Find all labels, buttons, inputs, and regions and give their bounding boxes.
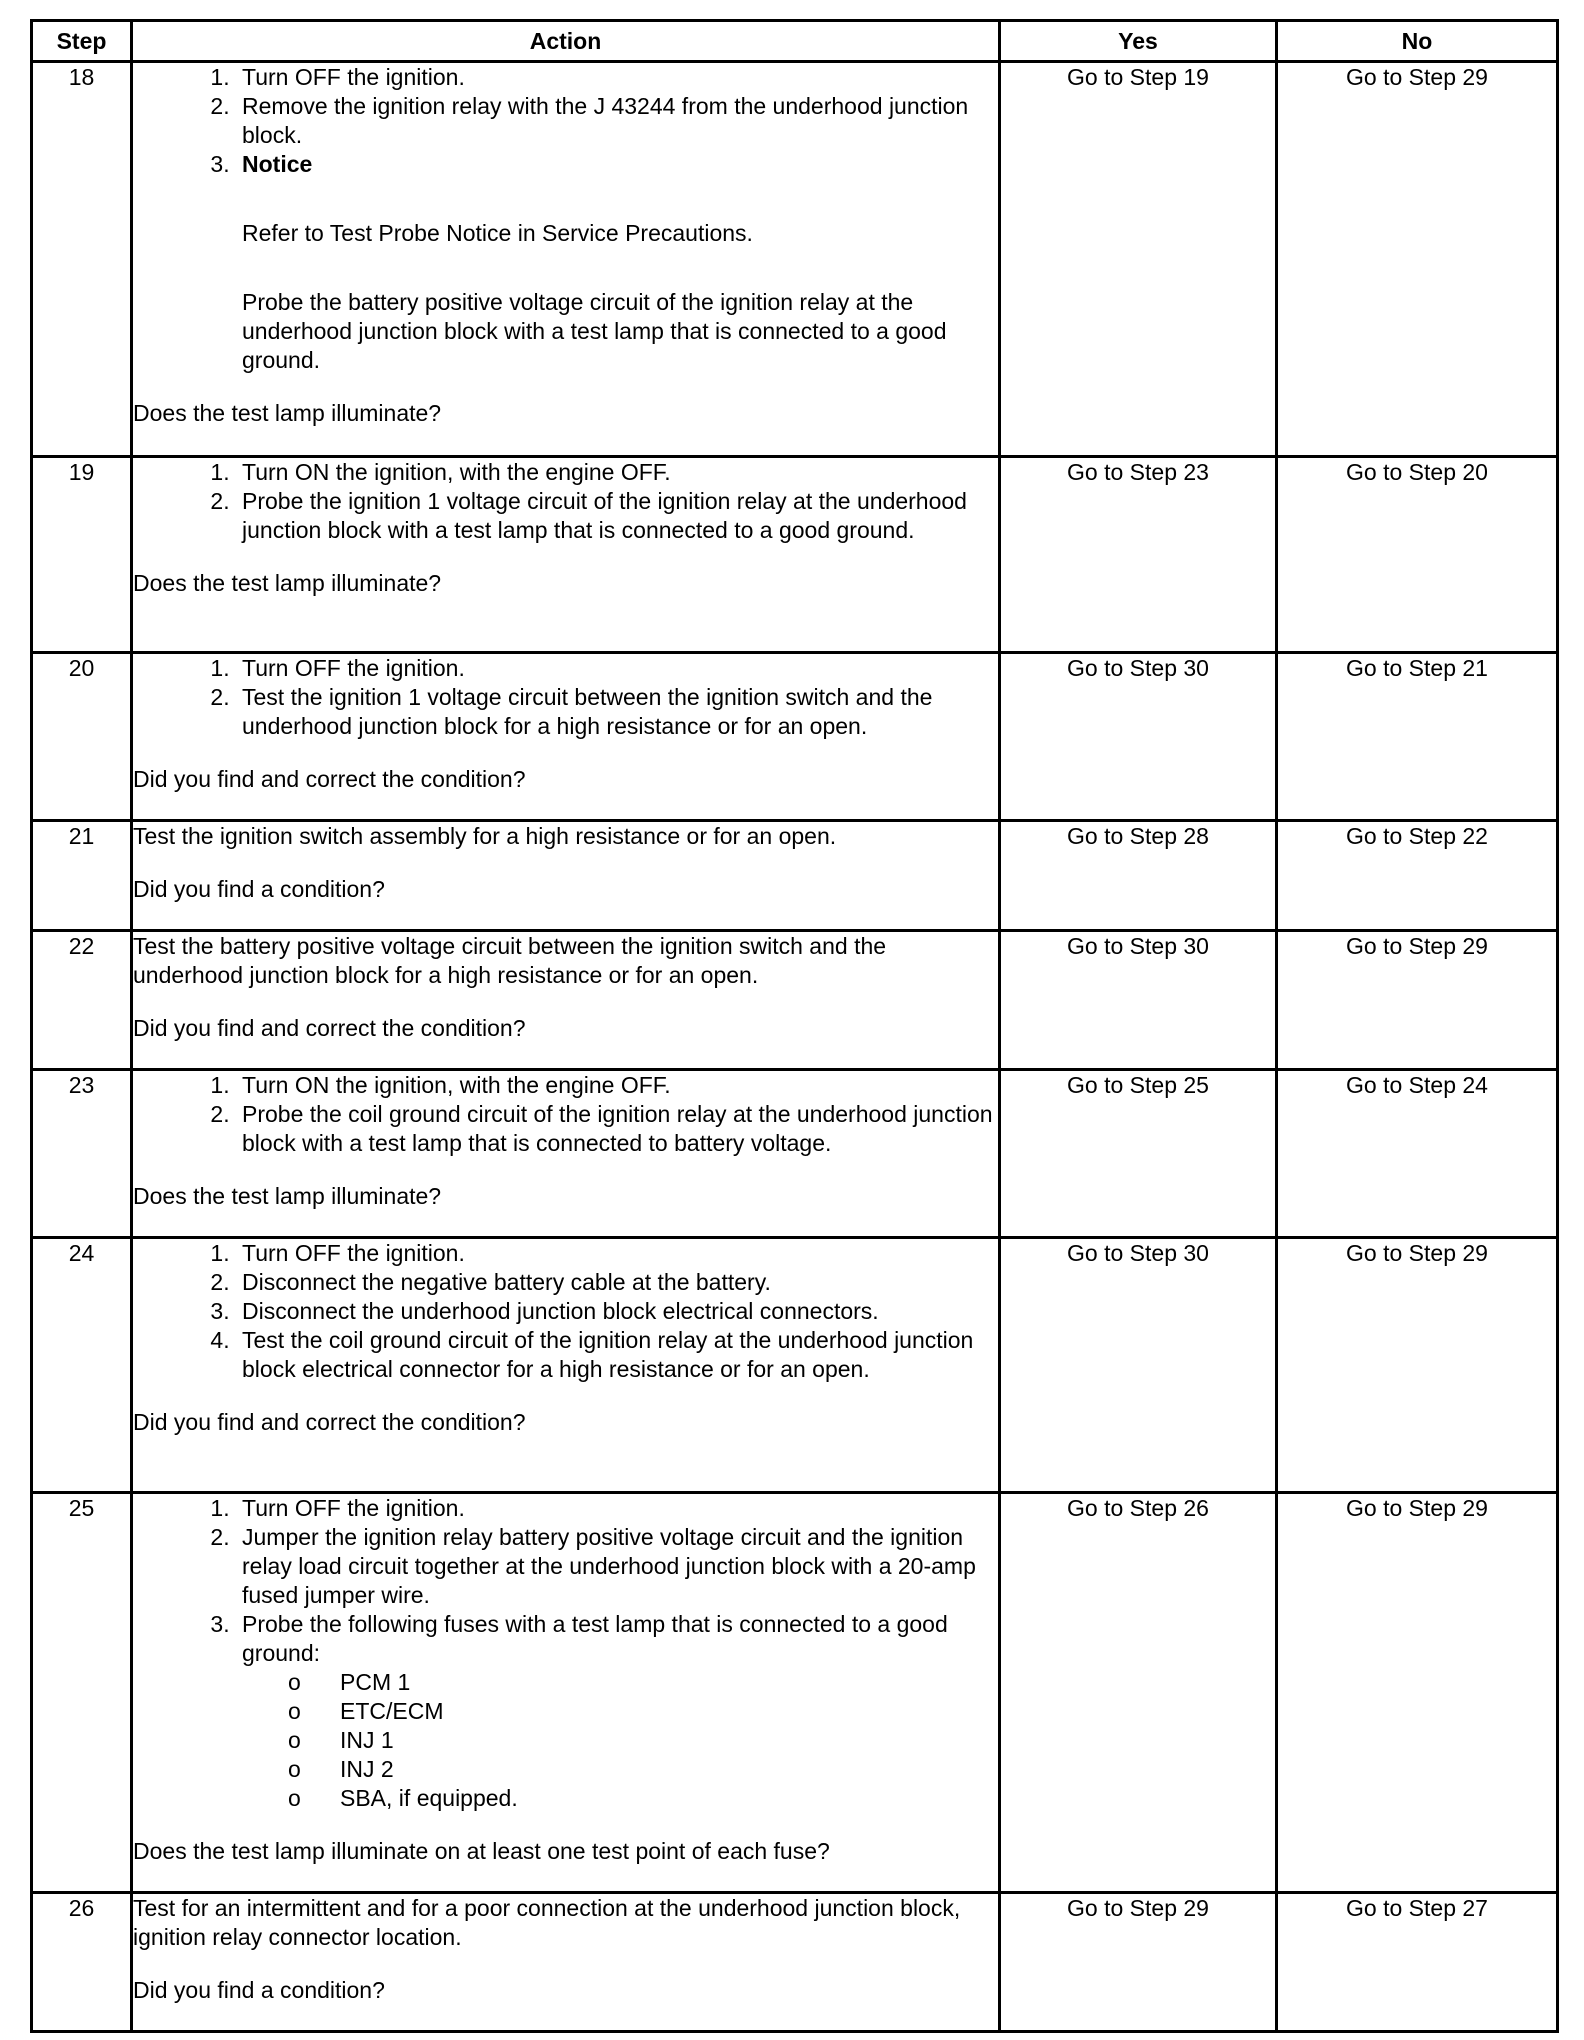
action-list [133, 1494, 998, 1813]
step-number: 21 [32, 821, 132, 931]
list-item: 1. Turn OFF the ignition. [236, 654, 998, 683]
question-text: Does the test lamp illuminate? [133, 570, 442, 596]
table-row [32, 931, 1558, 1070]
list-item: 1. Turn ON the ignition, with the engine OFF. [236, 1071, 998, 1100]
action-list [133, 654, 998, 741]
step-number: 26 [32, 1893, 132, 2032]
list-item: 4. Test the coil ground circuit of the ignition relay at the underhood junction block electrical connector for a high resistance or for an open. [236, 1326, 998, 1384]
action-list [133, 1071, 998, 1158]
list-item: 2. Test the ignition 1 voltage circuit between the ignition switch and the underhood junction block for a high resistance or for an open. [236, 683, 998, 741]
question-text: Did you find a condition? [133, 876, 385, 902]
fuse-item: o PCM 1 [330, 1668, 998, 1697]
no-result: Go to Step 29 [1277, 62, 1558, 457]
table-row [32, 1070, 1558, 1238]
question-text: Did you find and correct the condition? [133, 1015, 526, 1041]
action-list [133, 1239, 998, 1384]
action-cell [132, 653, 1000, 821]
fuse-item: o ETC/ECM [330, 1697, 998, 1726]
no-result: Go to Step 27 [1277, 1893, 1558, 2032]
action-cell [132, 931, 1000, 1070]
question-text: Does the test lamp illuminate on at least one test point of each fuse? [133, 1838, 830, 1864]
table-row [32, 1893, 1558, 2032]
list-item: 1. Turn OFF the ignition. [236, 63, 998, 92]
yes-result: Go to Step 26 [1000, 1493, 1277, 1893]
action-cell [132, 1070, 1000, 1238]
question-text: Did you find a condition? [133, 1977, 385, 2003]
yes-result: Go to Step 28 [1000, 821, 1277, 931]
action-cell [132, 62, 1000, 457]
yes-result: Go to Step 25 [1000, 1070, 1277, 1238]
list-item: 3. Disconnect the underhood junction block electrical connectors. [236, 1297, 998, 1326]
action-text: Test the ignition switch assembly for a high resistance or for an open. [133, 823, 837, 849]
header-yes: Yes [1000, 21, 1277, 62]
action-list [133, 63, 998, 375]
fuse-item: o INJ 1 [330, 1726, 998, 1755]
question-text: Does the test lamp illuminate? [133, 400, 442, 426]
action-cell [132, 1493, 1000, 1893]
list-item-text: Probe the following fuses with a test lamp that is connected to a good ground: [242, 1611, 948, 1666]
header-no: No [1277, 21, 1558, 62]
question-text: Does the test lamp illuminate? [133, 1183, 442, 1209]
list-item: 1. Turn ON the ignition, with the engine OFF. [236, 458, 998, 487]
no-result: Go to Step 29 [1277, 931, 1558, 1070]
action-list [133, 458, 998, 545]
question-text: Did you find and correct the condition? [133, 1409, 526, 1435]
no-result: Go to Step 22 [1277, 821, 1558, 931]
action-text: Test for an intermittent and for a poor connection at the underhood junction block, ignition relay connector location. [133, 1895, 961, 1950]
list-item: 2. Probe the ignition 1 voltage circuit of the ignition relay at the underhood junction block with a test lamp that is connected to a good ground. [236, 487, 998, 545]
yes-result: Go to Step 23 [1000, 457, 1277, 653]
step-number: 23 [32, 1070, 132, 1238]
no-result: Go to Step 24 [1277, 1070, 1558, 1238]
question-text: Did you find and correct the condition? [133, 766, 526, 792]
list-item: 2. Disconnect the negative battery cable at the battery. [236, 1268, 998, 1297]
step-number: 20 [32, 653, 132, 821]
table-row [32, 653, 1558, 821]
fuse-list [242, 1668, 998, 1813]
table-row [32, 62, 1558, 457]
yes-result: Go to Step 30 [1000, 1238, 1277, 1493]
fuse-item: o SBA, if equipped. [330, 1784, 998, 1813]
step-number: 24 [32, 1238, 132, 1493]
no-result: Go to Step 29 [1277, 1493, 1558, 1893]
no-result: Go to Step 20 [1277, 457, 1558, 653]
list-item: 2. Probe the coil ground circuit of the ignition relay at the underhood junction block with a test lamp that is connected to battery voltage. [236, 1100, 998, 1158]
action-text: Test the battery positive voltage circuit between the ignition switch and the underhood junction block for a high resistance or for an open. [133, 933, 887, 988]
table-row [32, 821, 1558, 931]
list-item [236, 1610, 998, 1813]
list-item: 1. Turn OFF the ignition. [236, 1494, 998, 1523]
action-cell [132, 821, 1000, 931]
yes-result: Go to Step 29 [1000, 1893, 1277, 2032]
yes-result: Go to Step 30 [1000, 653, 1277, 821]
header-action: Action [132, 21, 1000, 62]
step-number: 25 [32, 1493, 132, 1893]
diagnostic-table [30, 19, 1559, 2033]
list-item: 2. Jumper the ignition relay battery positive voltage circuit and the ignition relay load circuit together at the underhood junction block with a 20-amp fused jumper wire. [236, 1523, 998, 1610]
action-cell [132, 1893, 1000, 2032]
list-item [236, 150, 998, 375]
action-cell [132, 457, 1000, 653]
notice-text: Refer to Test Probe Notice in Service Precautions. [242, 220, 753, 246]
yes-result: Go to Step 19 [1000, 62, 1277, 457]
list-item: 2. Remove the ignition relay with the J 43244 from the underhood junction block. [236, 92, 998, 150]
no-result: Go to Step 29 [1277, 1238, 1558, 1493]
step-number: 19 [32, 457, 132, 653]
list-item: 1. Turn OFF the ignition. [236, 1239, 998, 1268]
header-step: Step [32, 21, 132, 62]
table-row [32, 1493, 1558, 1893]
step-number: 22 [32, 931, 132, 1070]
probe-text: Probe the battery positive voltage circuit of the ignition relay at the underhood junction block with a test lamp that is connected to a good ground. [242, 289, 947, 373]
notice-label: Notice [242, 151, 313, 177]
no-result: Go to Step 21 [1277, 653, 1558, 821]
yes-result: Go to Step 30 [1000, 931, 1277, 1070]
table-row [32, 457, 1558, 653]
action-cell [132, 1238, 1000, 1493]
table-row [32, 1238, 1558, 1493]
header-row [32, 21, 1558, 62]
fuse-item: o INJ 2 [330, 1755, 998, 1784]
step-number: 18 [32, 62, 132, 457]
